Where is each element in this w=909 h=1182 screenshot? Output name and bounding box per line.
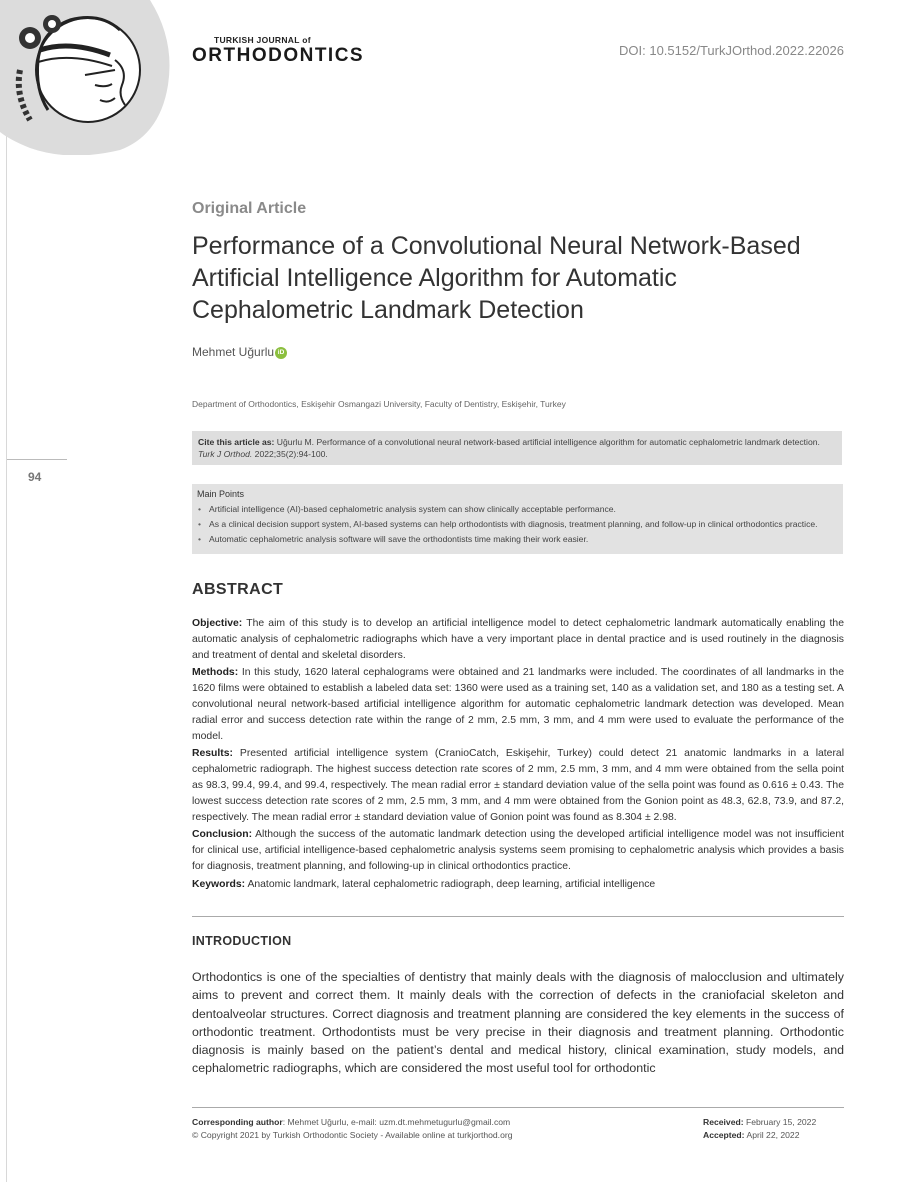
introduction-heading: INTRODUCTION <box>192 934 292 948</box>
corresponding-text[interactable]: : Mehmet Uğurlu, e-mail: uzm.dt.mehmetugurlu@gmail.com <box>282 1117 511 1127</box>
main-points-heading: Main Points <box>197 489 245 499</box>
abstract-methods <box>192 665 844 744</box>
abstract-conclusion <box>192 827 844 874</box>
orcid-icon[interactable]: iD <box>275 347 287 359</box>
abstract-objective <box>192 616 844 663</box>
article-title: Performance of a Convolutional Neural Network-Based Artificial Intelligence Algorithm for Automatic Cephalometric Landmark Detection <box>192 232 801 324</box>
page-number-rule <box>7 459 67 460</box>
journal-name-big: ORTHODONTICS <box>192 44 365 66</box>
accepted-date <box>703 1129 816 1142</box>
main-points-box <box>192 484 843 554</box>
copyright: © Copyright 2021 by Turkish Orthodontic Society - Available online at turkjorthod.org <box>192 1130 513 1140</box>
received-value: February 15, 2022 <box>743 1117 817 1127</box>
main-point-item: • Automatic cephalometric analysis software will save the orthodontists time making their work easier. <box>197 533 837 545</box>
accepted-value: April 22, 2022 <box>744 1130 800 1140</box>
cite-journal: Turk J Orthod. <box>198 449 253 459</box>
main-point-item: • Artificial intelligence (AI)-based cephalometric analysis system can show clinically acceptable performance. <box>197 503 837 515</box>
journal-logo-illustration <box>0 0 175 155</box>
received-date <box>703 1116 816 1129</box>
conclusion-text: Although the success of the automatic landmark detection using the developed artificial intelligence model was not insufficient for clinical use, artificial intelligence-based cephalometric analysis systems seem promising to cephalometric analysis which provides a basis for diagnosis, treatment planning, and following-up in clinical orthodontics practice. <box>192 829 844 872</box>
methods-text: In this study, 1620 lateral cephalograms were obtained and 21 landmarks were included. The coordinates of all landmarks in the 1620 films were obtained to establish a labeled data set: 1360 were used as a training set, 140 as a validation set, and 180 as a testing set. A convolutional neural network-based artificial intelligence algorithm for automatic cephalometric landmark detection was developed. Mean radial error and success detection rate within the range of 2 mm, 2.5 mm, 3 mm, and 4 mm were used to evaluate the performance of the model. <box>192 667 844 742</box>
footer-dates <box>703 1116 816 1142</box>
keywords-label: Keywords: <box>192 878 246 890</box>
citation-box <box>192 431 842 465</box>
cite-text: Uğurlu M. Performance of a convolutional neural network-based artificial intelligence algorithm for automatic cephalometric landmark detection. <box>274 437 820 447</box>
journal-name-small: TURKISH JOURNAL of <box>214 35 311 45</box>
abstract-heading: ABSTRACT <box>192 581 284 598</box>
footer-left <box>192 1116 513 1142</box>
article-type: Original Article <box>192 200 307 217</box>
abstract-body <box>192 616 844 895</box>
page-left-border <box>6 0 7 1182</box>
doi-link[interactable]: DOI: 10.5152/TurkJOrthod.2022.22026 <box>619 43 844 58</box>
affiliation: Department of Orthodontics, Eskişehir Osmangazi University, Faculty of Dentistry, Eskişehir, Turkey <box>192 399 566 409</box>
methods-label: Methods: <box>192 667 239 679</box>
main-point-item: • As a clinical decision support system, AI-based systems can help orthodontists with diagnosis, treatment planning, and follow-up in clinical orthodontics practice. <box>197 518 837 530</box>
abstract-keywords <box>192 877 844 893</box>
keywords-text: Anatomic landmark, lateral cephalometric radiograph, deep learning, artificial intelligence <box>245 878 656 890</box>
objective-label: Objective: <box>192 618 243 629</box>
corresponding-author <box>192 1116 513 1129</box>
section-divider <box>192 916 844 917</box>
results-text: Presented artificial intelligence system (CranioCatch, Eskişehir, Turkey) could detect 21 anatomic landmarks in a lateral cephalometric radiograph. The highest success detection rate scores of 2 mm, 2.5 mm, 3 mm, and 4 mm were obtained from the sella point as 98.3, 99.4, 99.4, and 99.4, respectively. The mean radial error ± standard deviation value of the sella point was found as 0.616 ± 0.43. The lowest success detection rate scores of 2 mm, 2.5 mm, 3 mm, and 4 mm were obtained from the Gonion point as 48.3, 62.8, 73.9, and 87.2, respectively. The mean radial error ± standard deviation value of Gonion point was found as 8.304 ± 2.98. <box>192 748 844 823</box>
author-line <box>192 345 287 359</box>
journal-logo-text <box>192 36 364 65</box>
main-points-list <box>197 503 837 545</box>
conclusion-label: Conclusion: <box>192 829 253 841</box>
page-number: 94 <box>28 470 42 484</box>
accepted-label: Accepted: <box>703 1130 745 1140</box>
corresponding-label: Corresponding author <box>192 1117 283 1127</box>
introduction-text: Orthodontics is one of the specialties of dentistry that mainly deals with the diagnosis of malocclusion and ultimately aims to prevent and correct them. It mainly deals with the correction of defects in the craniofacial skeleton and dentoalveolar structures. Correct diagnosis and treatment planning are considered the key elements in the success of orthodontic treatment. Orthodontists must be very precise in their diagnosis and treatment planning. Orthodontic diagnosis is mainly based on the patient’s dental and medical history, clinical examination, study models, and cephalometric radiographs, which are considered the most useful tool for orthodontic <box>192 970 844 1076</box>
footer-divider <box>192 1107 844 1108</box>
abstract-results <box>192 746 844 825</box>
cite-ref: 2022;35(2):94-100. <box>252 449 328 459</box>
results-label: Results: <box>192 748 233 760</box>
objective-text: The aim of this study is to develop an artificial intelligence model to detect cephalometric landmark automatically enabling the automatic analysis of cephalometric radiographs which have a very important place in dental practice and is used routinely in the diagnosis and treatment of dental and skeletal disorders. <box>192 618 844 661</box>
cite-label: Cite this article as: <box>198 437 275 447</box>
received-label: Received: <box>703 1117 744 1127</box>
author-name[interactable]: Mehmet Uğurlu <box>192 345 275 359</box>
